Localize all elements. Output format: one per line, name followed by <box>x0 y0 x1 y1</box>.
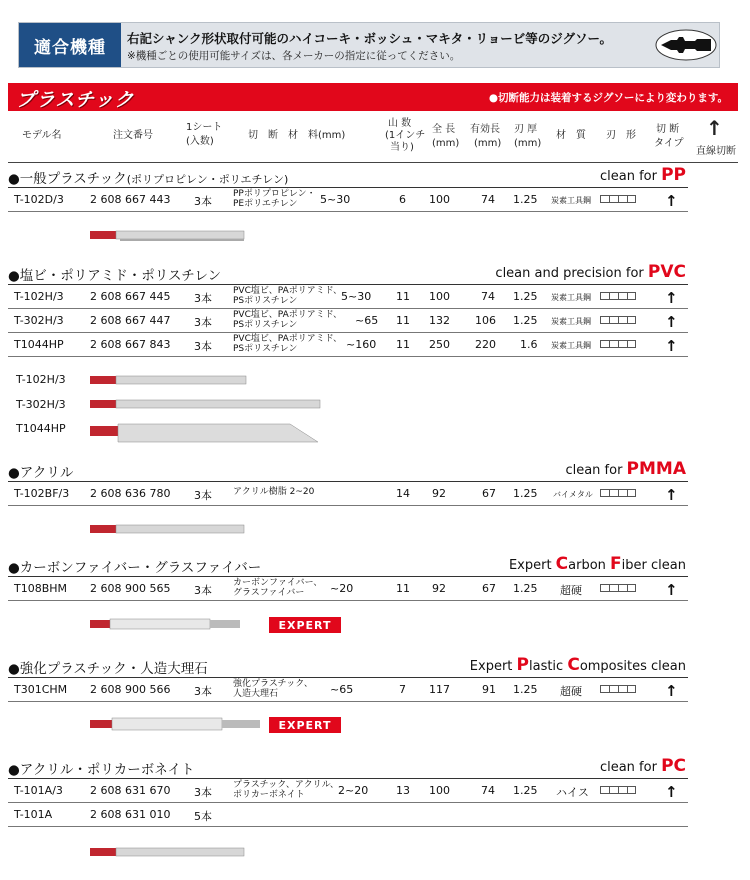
blade-image <box>90 617 246 631</box>
header-divider <box>8 162 738 163</box>
blade-image <box>90 228 246 242</box>
tagline-pc: clean for PC <box>599 756 686 776</box>
compatibility-panel <box>18 22 720 68</box>
col-length-unit: (mm) <box>432 138 460 149</box>
shank-icon <box>655 29 717 61</box>
col-model: モデル名 <box>22 130 62 141</box>
col-cut: 切 断 <box>656 124 680 135</box>
tagline-pp: clean for PP <box>599 165 686 185</box>
blade-image <box>90 373 248 387</box>
col-thickness-unit: (mm) <box>514 138 542 149</box>
blade-image <box>90 522 246 536</box>
tagline-composites: Expert Plastic Composites clean <box>469 655 686 675</box>
col-sheet: 1シート <box>186 122 223 133</box>
col-shape: 刃 形 <box>606 130 636 141</box>
blade-label: T-302H/3 <box>16 398 66 411</box>
col-teeth: 山 数 <box>388 118 412 129</box>
tooth-shape-icon <box>600 195 636 203</box>
col-teeth-unit2: 当り) <box>390 142 414 153</box>
section-title-pvc: ●塩ビ・ポリアミド・ポリスチレン <box>8 268 222 284</box>
col-order: 注文番号 <box>113 130 153 141</box>
table-row: T-102BF/3 2 608 636 780 3本 アクリル樹脂 2~20 14 92 67 1.25 バイメタル ↑ <box>14 486 678 504</box>
table-row: T-102H/3 2 608 667 445 3本 PVC塩ビ、PAポリアミド、 PSポリスチレン 5~30 11 100 74 1.25 炭素工具鋼 ↑ <box>14 286 678 307</box>
col-material: 切 断 材 料(mm) <box>248 130 346 141</box>
table-row: T-302H/3 2 608 667 447 3本 PVC塩ビ、PAポリアミド、 PSポリスチレン ~65 11 132 106 1.25 炭素工具鋼 ↑ <box>14 310 678 331</box>
section-title-pc: ●アクリル・ポリカーボネイト <box>8 762 195 778</box>
up-arrow-icon: ↑ <box>665 192 678 210</box>
table-header <box>8 116 738 160</box>
blade-image <box>90 716 262 732</box>
straight-cut-label: 直線切断 <box>696 146 736 157</box>
table-row: T-101A/3 2 608 631 670 3本 プラスチック、アクリル、 ポリカーボネイト 2~20 13 100 74 1.25 ハイス ↑ <box>14 780 678 801</box>
tagline-carbon: Expert Carbon Fiber clean <box>508 554 686 574</box>
blade-label: T-102H/3 <box>16 373 66 386</box>
col-quality: 材 質 <box>556 130 586 141</box>
blade-image <box>90 845 246 859</box>
table-row: T301CHM 2 608 900 566 3本 強化プラスチック、 人造大理石 ~65 7 117 91 1.25 超硬 ↑ <box>14 679 678 700</box>
category-title: プラスチック <box>16 89 135 111</box>
table-row: T1044HP 2 608 667 843 3本 PVC塩ビ、PAポリアミド、 PSポリスチレン ~160 11 250 220 1.6 炭素工具鋼 ↑ <box>14 334 678 355</box>
blade-image <box>90 397 322 411</box>
section-title-pmma: ●アクリル <box>8 465 74 481</box>
tagline-pmma: clean for PMMA <box>565 459 686 479</box>
table-row: T108BHM 2 608 900 565 3本 カーボンファイバー、 グラスファイバー ~20 11 92 67 1.25 超硬 ↑ <box>14 578 678 599</box>
col-cut-type: タイプ <box>654 138 684 149</box>
section-title-composites: ●強化プラスチック・人造大理石 <box>8 661 208 677</box>
tagline-pvc: clean and precision for PVC <box>495 262 686 282</box>
table-row: T-101A 2 608 631 010 5本 <box>14 808 212 823</box>
banner-note: ●切断能力は装着するジグソーにより変わります。 <box>488 92 728 104</box>
up-arrow-icon: ↑ <box>706 116 723 140</box>
compatibility-text: 右記シャンク形状取付可能のハイコーキ・ボッシュ・マキタ・リョービ等のジグソー。 <box>127 31 613 46</box>
col-length: 全 長 <box>432 124 456 135</box>
compatibility-note: ※機種ごとの使用可能サイズは、各メーカーの指定に従ってください。 <box>127 50 461 62</box>
expert-badge: EXPERT <box>269 717 341 733</box>
col-thickness: 刃 厚 <box>514 124 538 135</box>
col-effective: 有効長 <box>470 124 500 135</box>
col-effective-unit: (mm) <box>474 138 502 149</box>
category-banner <box>8 83 738 111</box>
col-sheet-unit: (入数) <box>186 136 214 147</box>
table-row: T-102D/3 2 608 667 443 3本 PPポリプロピレン・ PEポリエチレン 5~30 6 100 74 1.25 炭素工具鋼 ↑ <box>14 189 678 210</box>
section-title-pp: ●一般プラスチック(ポリプロピレン・ポリエチレン) <box>8 171 289 187</box>
compatibility-title: 適合機種 <box>19 23 121 67</box>
blade-image <box>90 416 320 450</box>
col-teeth-unit: (1インチ <box>385 130 426 141</box>
section-title-carbon: ●カーボンファイバー・グラスファイバー <box>8 560 262 576</box>
blade-label: T1044HP <box>16 422 66 435</box>
expert-badge: EXPERT <box>269 617 341 633</box>
